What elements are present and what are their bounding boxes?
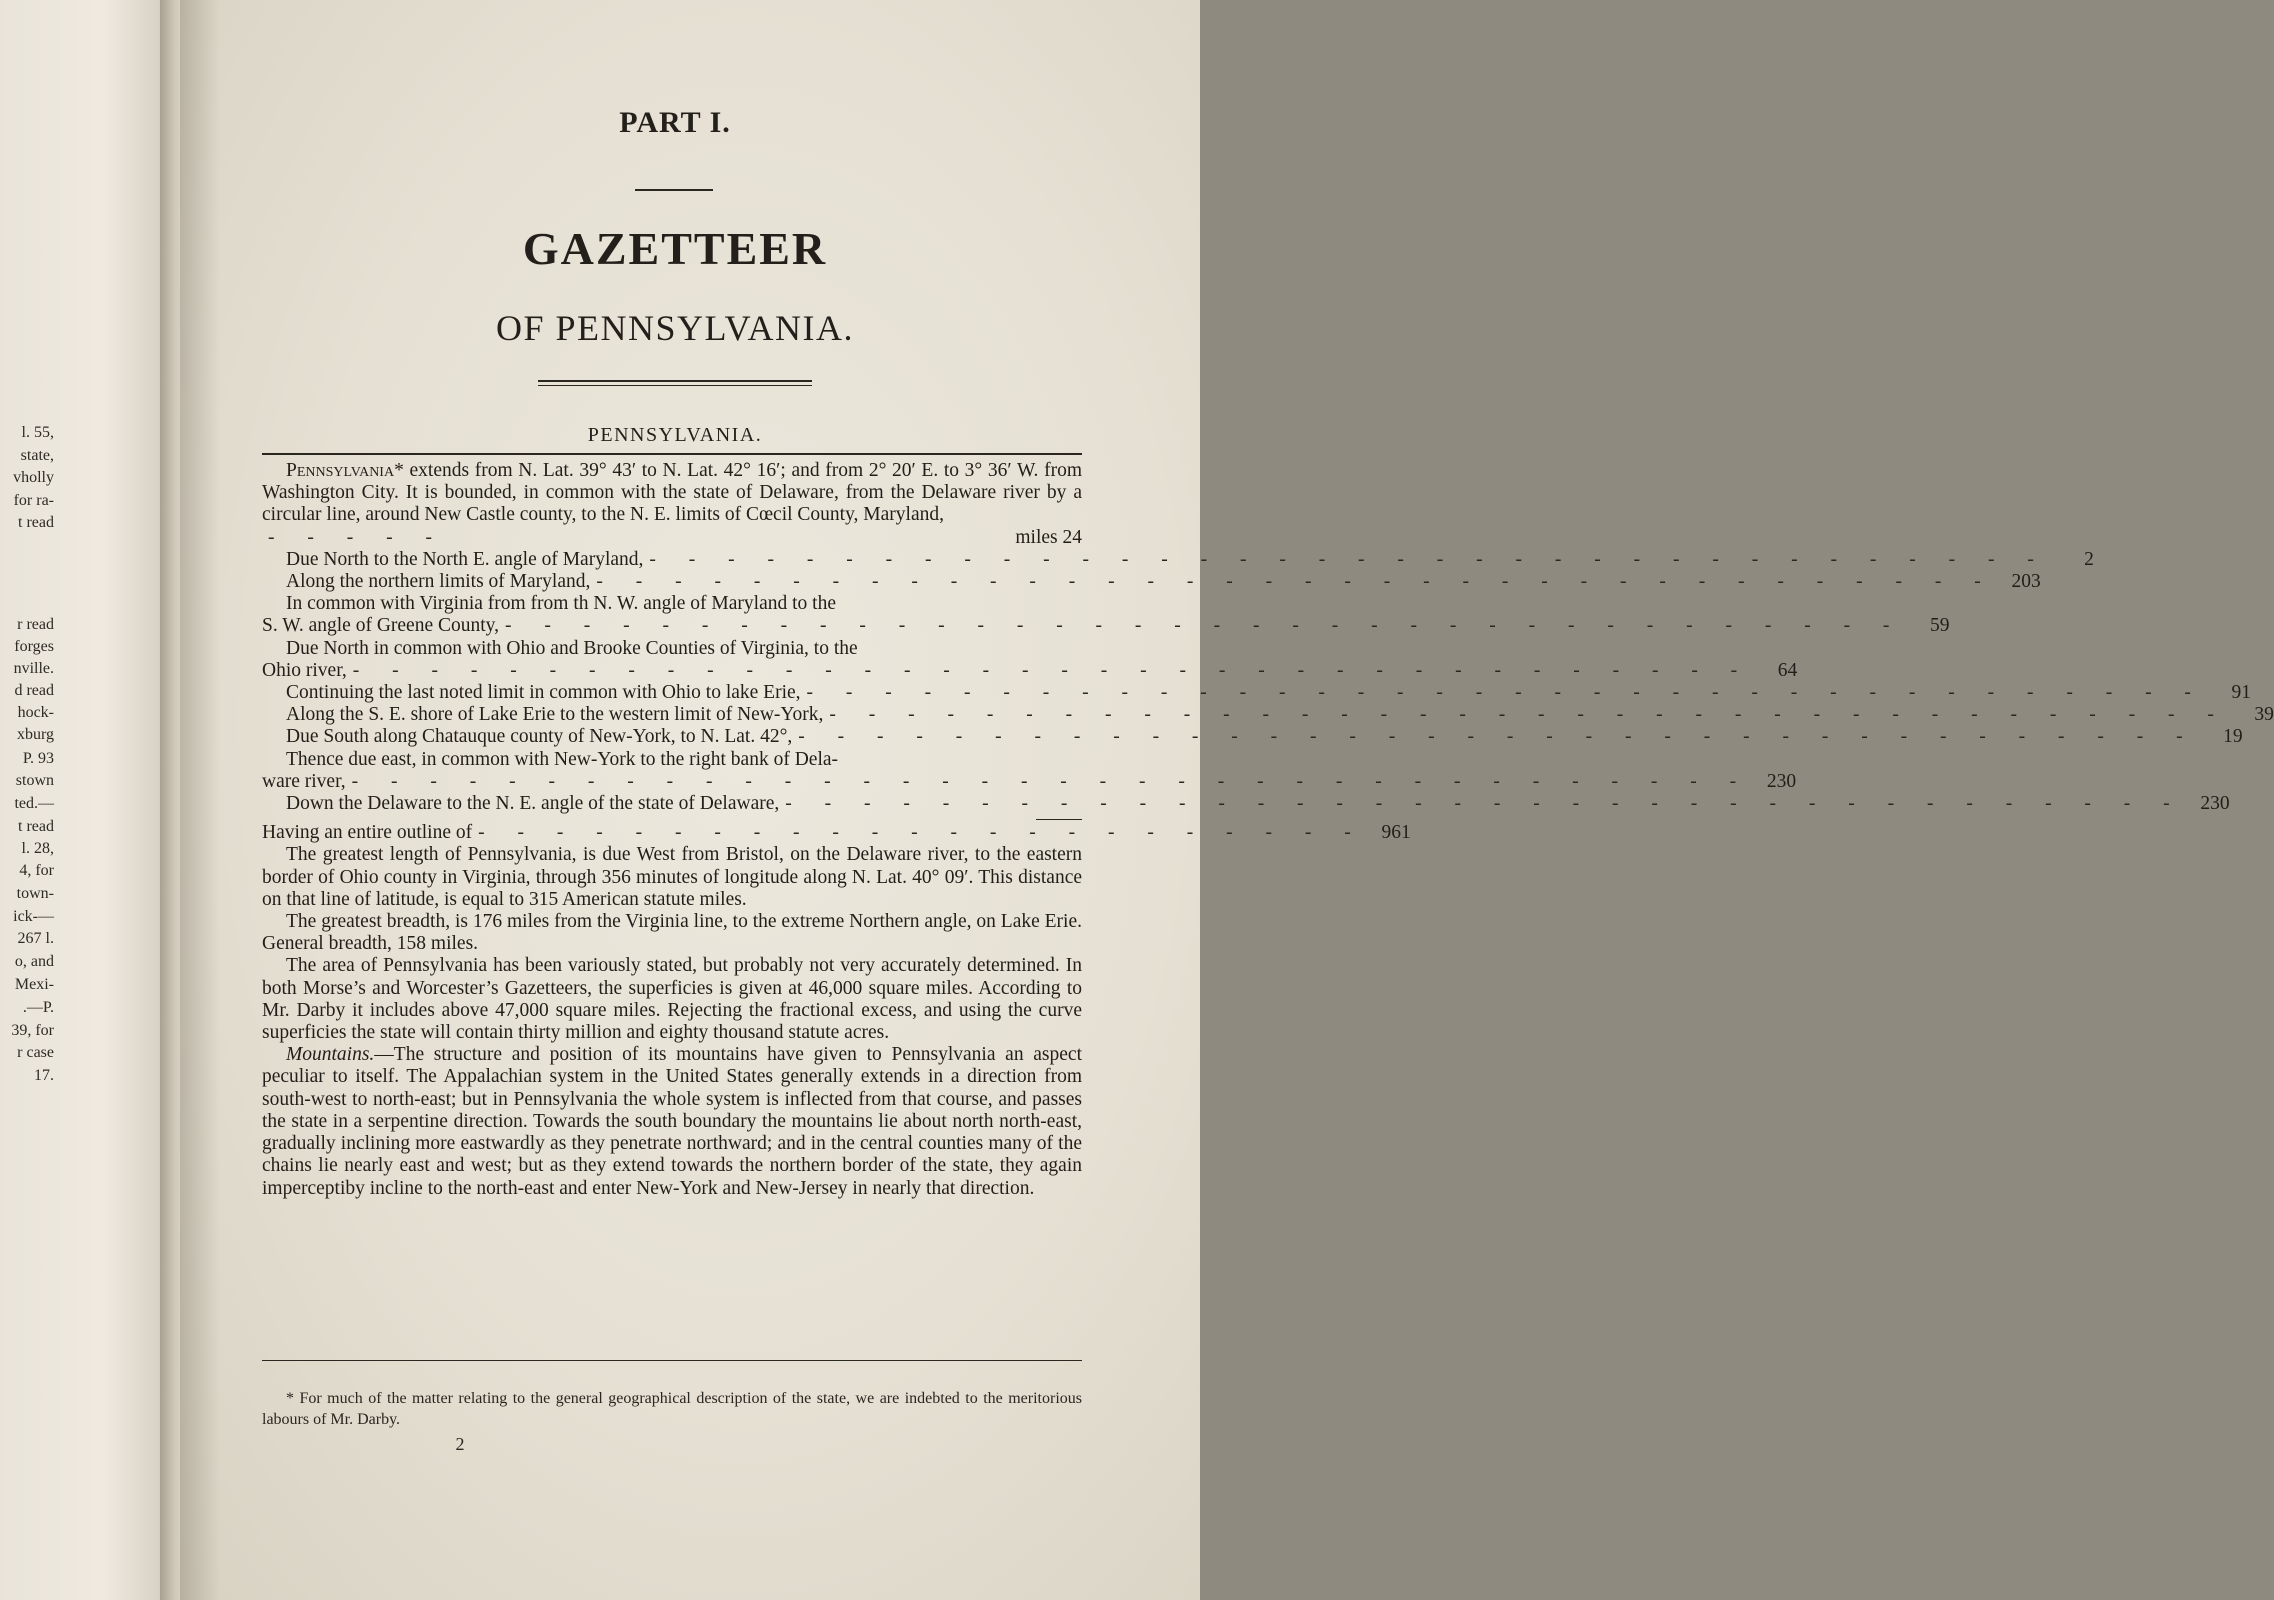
footnote-rule <box>262 1360 1082 1361</box>
left-fragment: r case <box>17 1044 54 1061</box>
mountains-paragraph <box>262 1044 1082 1199</box>
area-paragraph: The area of Pennsylvania has been variously stated, but probably not very accurately determined. In both Morse’s and Worcester’s Gazetteers, the superficies is given at 46,000 square miles. According to Mr. Darby it includes above 47,000 square miles. Rejecting the fractional excess, and using the curve superficies the state will contain thirty million and eighty thousand statute acres. <box>262 955 1082 1044</box>
body-text <box>262 460 2274 1200</box>
outline-label-continuation: Ohio river, <box>262 659 347 681</box>
outline-row <box>262 770 1797 793</box>
outline-row <box>262 571 2041 593</box>
left-fragment: 4, for <box>19 862 54 879</box>
outline-value: 203 <box>2011 571 2041 593</box>
left-fragment: t read <box>18 514 54 531</box>
leader-dots: - - - - - - - - - - - - - - - - - - - - - - - - - - - - - - - - - - - - <box>352 659 1752 681</box>
outline-label: Along the northern limits of Maryland, <box>286 571 591 593</box>
left-fragment: .—P. <box>22 999 54 1016</box>
leader-dots: - - - - - - - - - - - - - - - - - - - - - - - - - - - - - - - - - - - - <box>798 726 2197 748</box>
left-fragment: vholly <box>13 469 54 486</box>
left-fragment: 267 l. <box>17 930 54 947</box>
total-row <box>262 822 1411 844</box>
total-label: Having an entire outline of <box>262 822 473 844</box>
outline-value: 91 <box>2231 682 2251 704</box>
length-paragraph: The greatest length of Pennsylvania, is due West from Bristol, on the Delaware river, to the eastern border of Ohio county in Virginia, through 356 minutes of longitude along N. Lat. 40° 09′. This distance on that line of latitude, is equal to 315 American statute miles. <box>262 844 1082 910</box>
main-page <box>180 0 2274 1600</box>
left-fragment: ted.— <box>14 795 54 812</box>
outline-label: Continuing the last noted limit in common with Ohio to lake Erie, <box>286 682 801 704</box>
outline-label: Due South along Chatauque county of New-York, to N. Lat. 42°, <box>286 726 793 748</box>
left-fragment: P. 93 <box>22 750 54 767</box>
left-fragment: l. 28, <box>21 840 54 857</box>
outline-label-continuation: ware river, <box>262 770 346 792</box>
left-fragment: state, <box>20 447 54 464</box>
left-fragment: 39, for <box>11 1022 54 1039</box>
left-fragment: ick-— <box>13 908 54 925</box>
outline-label: Along the S. E. shore of Lake Erie to the western limit of New-York, <box>286 704 824 726</box>
breadth-paragraph: The greatest breadth, is 176 miles from the Virginia line, to the extreme Northern angle, on Lake Erie. General breadth, 158 miles. <box>262 911 1082 955</box>
mountains-lead: Mountains. <box>286 1044 375 1066</box>
intro-text: extends from N. Lat. 39° 43′ to N. Lat. 42° 16′; and from 2° 20′ E. to 3° 36′ W. from Washington City. It is bounded, in common with the state of Delaware, from the Delaware river by a circular line, around New Castle county, to the N. E. limits of Cœcil County, Maryland, <box>262 460 1082 526</box>
footnote-text: * For much of the matter relating to the general geographical description of the state, we are indebted to the meritorious labours of Mr. Darby. <box>262 1390 1082 1428</box>
outline-label-continuation: S. W. angle of Greene County, <box>262 615 500 637</box>
left-fragment: xburg <box>16 726 54 743</box>
leader-dots: - - - - - - - - - - - - - - - - - - - - - - - - - - - - - - - - - - - - <box>785 793 2184 815</box>
left-fragment: d read <box>14 682 54 699</box>
leader-dots: - - - - - - - - - - - - - - - - - - - - - - - - - - - - - - - - - - - - <box>829 704 2228 726</box>
outline-label: Due North in common with Ohio and Brooke Counties of Virginia, to the <box>286 637 858 659</box>
left-fragment: stown <box>15 772 54 789</box>
double-rule <box>538 380 812 386</box>
left-fragment: hock- <box>17 704 54 721</box>
sum-rule <box>1036 819 1082 820</box>
left-fragment: t read <box>18 818 54 835</box>
outline-label: Down the Delaware to the N. E. angle of the state of Delaware, <box>286 793 780 815</box>
left-fragment: nville. <box>13 660 54 677</box>
outline-value: 39 <box>2254 704 2274 726</box>
left-fragment: l. 55, <box>21 424 54 441</box>
outline-value: 230 <box>1766 770 1797 792</box>
boundary-outline <box>262 548 2274 815</box>
left-fragment: forges <box>14 638 54 655</box>
leader-dots: - - - - - - - - - - - - - - - - - - - - - - - - - - - - - - - - - - - - <box>596 571 1995 593</box>
left-fragment: Mexi- <box>14 976 54 993</box>
leader-dots: - - - - - - - - - - - - - - - - - - - - - - - - - - - - - - - - - - - - <box>351 770 1751 792</box>
outline-row <box>262 527 1082 549</box>
leader-dots: - - - - - <box>268 526 446 548</box>
outline-row <box>262 682 2251 704</box>
leader-dots: - - - - - - - - - - - - - - - - - - - - - - - - - - - - - - - - - - - - <box>505 615 1904 637</box>
left-fragment: o, and <box>14 953 54 970</box>
outline-value: miles 24 <box>1015 526 1082 548</box>
outline-label: In common with Virginia from from th N. W. angle of Maryland to the <box>286 593 836 615</box>
outline-row <box>262 749 1082 771</box>
outline-row <box>262 638 1082 660</box>
outline-value: 59 <box>1929 615 1950 637</box>
outline-row <box>262 659 1798 682</box>
part-heading: PART I. <box>619 106 731 139</box>
left-fragment: 17. <box>34 1067 54 1084</box>
outline-value: 64 <box>1777 659 1798 681</box>
footnote <box>262 1388 1082 1430</box>
mountains-text: —The structure and position of its mountains have given to Pennsylvania an aspect peculiar to itself. The Appalachian system in the United States generally extends in a direction from south-west to north-east; but in Pennsylvania the whole system is inflected from that course, and passes the state in a serpentine direction. Towards the south boundary the mountains lie about north north-east, gradually inclining more eastwardly as they penetrate northward; and in the central counties many of the chains lie nearly east and west; but as they extend towards the northern border of the state, they again imperceptiby incline to the north-east and enter New-York and New-Jersey in nearly that direction. <box>262 1044 1082 1199</box>
outline-row <box>262 615 1950 637</box>
page-title: GAZETTEER <box>522 223 828 274</box>
short-rule <box>635 189 713 191</box>
left-facing-page <box>0 0 172 1600</box>
section-rule <box>262 453 1082 455</box>
intro-lead: Pennsylvania* <box>286 460 404 481</box>
outline-row <box>262 726 2243 748</box>
outline-label: Thence due east, in common with New-York to the right bank of Dela- <box>286 748 839 770</box>
left-fragment: r read <box>17 616 54 633</box>
outline-row <box>262 704 2274 726</box>
outline-value: 230 <box>2200 793 2230 815</box>
outline-label: Due North to the North E. angle of Maryland, <box>286 548 644 570</box>
outline-value: 19 <box>2223 726 2243 748</box>
total-value: 961 <box>1381 822 1411 844</box>
outline-value: 2 <box>2084 548 2094 570</box>
leader-dots: - - - - - - - - - - - - - - - - - - - - - - - <box>478 822 1365 844</box>
outline-row <box>262 793 2230 815</box>
left-fragment: town- <box>16 885 54 902</box>
outline-row <box>262 593 1082 615</box>
section-heading: PENNSYLVANIA. <box>587 424 763 446</box>
left-fragment: for ra- <box>13 492 54 509</box>
leader-dots: - - - - - - - - - - - - - - - - - - - - - - - - - - - - - - - - - - - - <box>806 682 2205 704</box>
intro-paragraph <box>262 460 1082 527</box>
outline-row <box>262 548 2094 571</box>
page-subtitle: OF PENNSYLVANIA. <box>495 308 855 348</box>
signature-mark: 2 <box>455 1434 465 1454</box>
leader-dots: - - - - - - - - - - - - - - - - - - - - - - - - - - - - - - - - - - - - <box>649 548 2048 570</box>
